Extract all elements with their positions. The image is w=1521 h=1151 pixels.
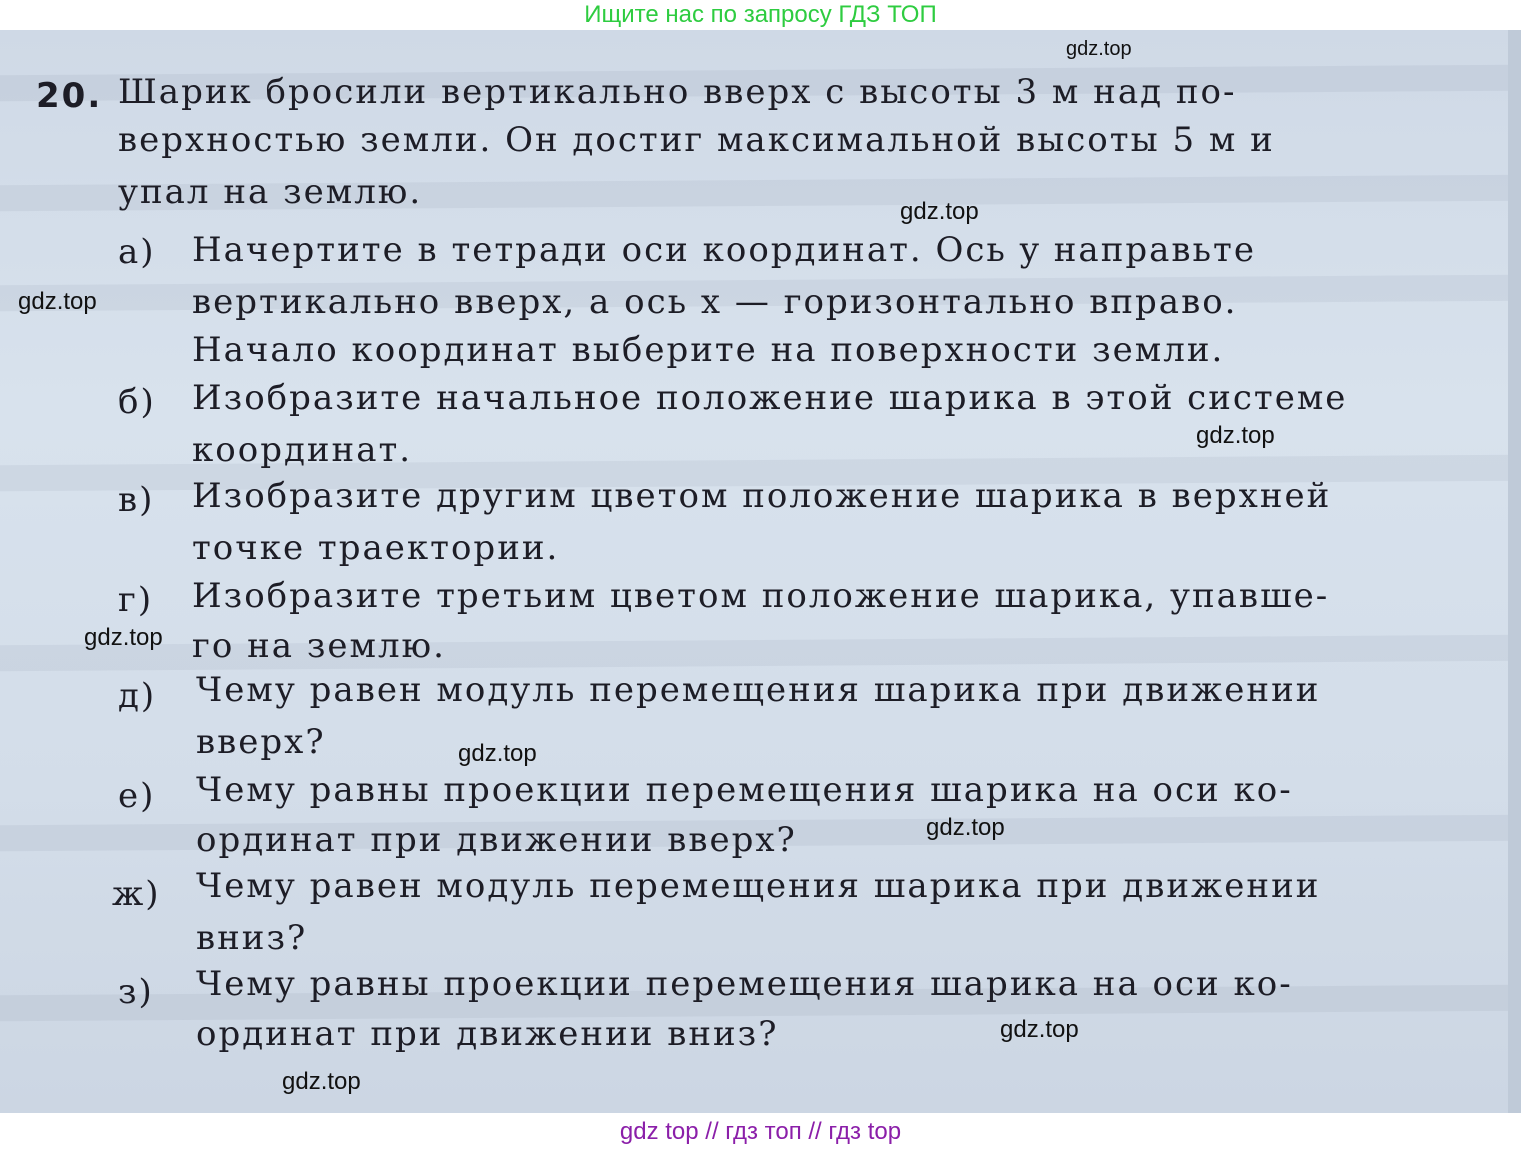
watermark: gdz.top — [1196, 422, 1275, 449]
watermark: gdz.top — [84, 624, 163, 651]
watermark: gdz.top — [18, 288, 97, 315]
intro-line: верхностью земли. Он достиг максимальной высоты 5 м и — [118, 120, 1275, 160]
item-line: Изобразите начальное положение шарика в этой системе — [192, 378, 1348, 418]
item-line: го на землю. — [192, 626, 446, 666]
item-line: Чему равны проекции перемещения шарика на оси ко- — [196, 964, 1293, 1004]
watermark: gdz.top — [1000, 1016, 1079, 1043]
item-line: Изобразите другим цветом положение шарика в верхней — [192, 476, 1332, 516]
watermark: gdz.top — [900, 198, 979, 225]
item-letter: а) — [118, 232, 156, 272]
item-letter: б) — [118, 382, 156, 422]
intro-line: упал на землю. — [118, 172, 423, 212]
item-line: вверх? — [196, 722, 326, 762]
item-letter: е) — [118, 776, 156, 816]
item-letter: з) — [118, 972, 154, 1012]
watermark: gdz.top — [926, 814, 1005, 841]
item-line: Начертите в тетради оси координат. Ось y направьте — [192, 230, 1256, 270]
item-line: точке траектории. — [192, 528, 560, 568]
problem-number: 20. — [36, 76, 103, 116]
intro-line: Шарик бросили вертикально вверх с высоты 3 м над по- — [118, 72, 1237, 112]
item-line: ординат при движении вверх? — [196, 820, 797, 860]
item-line: Чему равен модуль перемещения шарика при движении — [196, 670, 1321, 710]
page-edge — [1508, 30, 1521, 1113]
watermark: gdz.top — [458, 740, 537, 767]
item-letter: ж) — [112, 874, 161, 914]
search-banner: Ищите нас по запросу ГДЗ ТОП — [0, 0, 1521, 30]
item-letter: в) — [118, 480, 155, 520]
item-line: координат. — [192, 430, 413, 470]
watermark: gdz.top — [1066, 38, 1132, 60]
item-line: Начало координат выберите на поверхности земли. — [192, 330, 1225, 370]
item-line: вниз? — [196, 918, 308, 958]
item-line: Чему равны проекции перемещения шарика на оси ко- — [196, 770, 1293, 810]
item-letter: д) — [118, 676, 157, 716]
item-line: Чему равен модуль перемещения шарика при движении — [196, 866, 1321, 906]
site-footer: gdz top // гдз топ // гдз top — [0, 1113, 1521, 1151]
item-line: Изобразите третьим цветом положение шарика, упавше- — [192, 576, 1330, 616]
watermark: gdz.top — [282, 1068, 361, 1095]
item-letter: г) — [118, 580, 154, 620]
item-line: ординат при движении вниз? — [196, 1014, 779, 1054]
item-line: вертикально вверх, а ось x — горизонтально вправо. — [192, 282, 1238, 322]
